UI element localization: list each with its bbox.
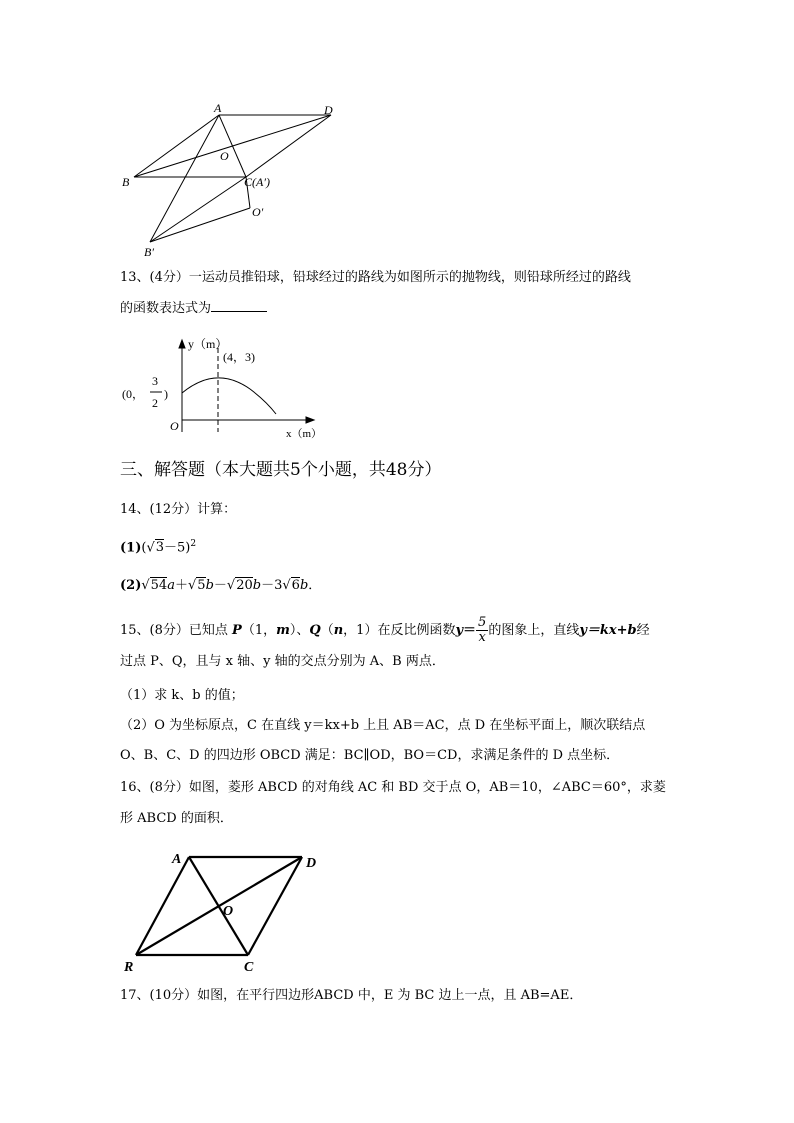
q14-head: 14、(12分）计算： bbox=[120, 502, 237, 517]
label-A: A bbox=[214, 101, 222, 115]
label-B: R bbox=[124, 960, 134, 975]
q15-point-P: P bbox=[232, 623, 242, 638]
q14-part1-exp: 2 bbox=[190, 539, 197, 549]
q14-part2-var1: a bbox=[167, 578, 175, 593]
q14-part2: (2)√54a＋√5b－√20b－3√6b． bbox=[120, 578, 322, 593]
q15-text-c: ）、 bbox=[289, 623, 310, 638]
label-C-A-prime: C(A′) bbox=[244, 175, 270, 189]
vertex-label: (4，3) bbox=[223, 350, 255, 364]
q15-text-g: 经 bbox=[636, 623, 650, 638]
q16-line1: 16、(8分）如图，菱形 ABCD 的对角线 AC 和 BD 交于点 O，AB＝10，∠ABC＝60°，求菱 bbox=[120, 780, 666, 795]
q15-frac-num: 5 bbox=[478, 615, 487, 630]
q14-part2-sqrt3: 20 bbox=[236, 578, 253, 593]
q14-part2-sqrt1: 54 bbox=[150, 578, 168, 593]
q15-sub1: （1）求 k、b 的值； bbox=[120, 688, 244, 703]
q15-frac-den: x bbox=[478, 630, 486, 645]
start-point-open: (0， bbox=[122, 387, 144, 401]
q15-line-eq: y＝kx+b bbox=[579, 623, 637, 638]
y-axis-label: y（m） bbox=[188, 337, 228, 351]
q13-line1: 13、(4分）一运动员推铅球，铅球经过的路线为如图所示的抛物线，则铅球所经过的路线 bbox=[120, 270, 631, 285]
label-D: D bbox=[306, 856, 317, 871]
label-O: O bbox=[223, 904, 234, 919]
start-point-close: ) bbox=[164, 387, 168, 401]
q14-part1-label: (1) bbox=[120, 540, 142, 556]
q15-var-y: y bbox=[455, 623, 464, 638]
label-A: A bbox=[172, 852, 182, 867]
q15-text-a: 15、(8分）已知点 bbox=[120, 623, 228, 638]
q15-text-b: （1， bbox=[241, 623, 277, 638]
q15-var-n: n bbox=[333, 623, 344, 638]
q13-line2 bbox=[120, 299, 267, 319]
q14-part2-plus: ＋ bbox=[174, 578, 188, 593]
label-B-prime: B′ bbox=[144, 245, 154, 259]
q17-line1: 17、(10分）如图，在平行四边形ABCD 中，E 为 BC 边上一点，且 AB=AE． bbox=[120, 988, 583, 1003]
answer-blank bbox=[211, 299, 267, 312]
q14-part1-sqrt: 3 bbox=[155, 540, 165, 556]
q15-sub2b: O、B、C、D 的四边形 OBCD 满足：BC∥OD，BO＝CD，求满足条件的 D 点坐标． bbox=[120, 748, 620, 763]
q15-point-Q: Q bbox=[309, 623, 321, 638]
label-C: C bbox=[244, 960, 254, 975]
q14-part1-open: ( bbox=[141, 540, 147, 556]
q14-part2-minus1: － bbox=[213, 578, 227, 593]
q15-line2: 过点 P、Q，且与 x 轴、y 轴的交点分别为 A、B 两点． bbox=[120, 654, 445, 669]
q15-fraction bbox=[476, 616, 488, 645]
q16-line2: 形 ABCD 的面积． bbox=[120, 811, 233, 826]
q14-part1-rest: －5) bbox=[164, 540, 191, 556]
label-O: O bbox=[220, 149, 229, 163]
label-B: B bbox=[122, 175, 130, 189]
q14-part2-sqrt2: 5 bbox=[197, 578, 206, 593]
q14-part2-var2: b bbox=[205, 578, 214, 593]
label-O-prime: O′ bbox=[252, 205, 264, 219]
figure-parabola bbox=[118, 334, 338, 442]
figure-rhombus bbox=[120, 845, 330, 975]
label-D: D bbox=[324, 103, 333, 117]
x-axis-label: x（m） bbox=[286, 428, 323, 440]
start-point-denominator: 2 bbox=[152, 396, 158, 410]
q15-text-f: 的图象上，直线 bbox=[488, 623, 580, 638]
figure-rotated-parallelogram bbox=[118, 100, 358, 260]
q14-part2-label: (2) bbox=[120, 578, 142, 593]
section3-title: 三、解答题（本大题共5个小题，共48分） bbox=[120, 460, 442, 480]
q13-line2-text: 的函数表达式为 bbox=[120, 301, 212, 316]
q15-var-m: m bbox=[276, 623, 290, 638]
start-point-numerator: 3 bbox=[152, 374, 158, 388]
q14-part2-var4: b bbox=[299, 578, 309, 593]
q14-part2-end: ． bbox=[308, 578, 322, 593]
q15-equals: ＝ bbox=[463, 623, 477, 638]
q14-part2-sqrt4: 6 bbox=[291, 578, 300, 593]
q15-line1 bbox=[120, 616, 650, 645]
origin-label: O bbox=[170, 419, 179, 433]
q14-part2-minus2: －3 bbox=[261, 578, 283, 593]
q15-text-d: （ bbox=[320, 623, 334, 638]
q14-part1: $(1)(√3-5)^2$ bbox=[120, 539, 197, 556]
q15-text-e: ，1）在反比例函数 bbox=[343, 623, 456, 638]
q14-part2-var3: b bbox=[252, 578, 262, 593]
q15-sub2a: （2）O 为坐标原点，C 在直线 y＝kx+b 上且 AB＝AC，点 D 在坐标平面上，顺次联结点 bbox=[120, 718, 646, 733]
